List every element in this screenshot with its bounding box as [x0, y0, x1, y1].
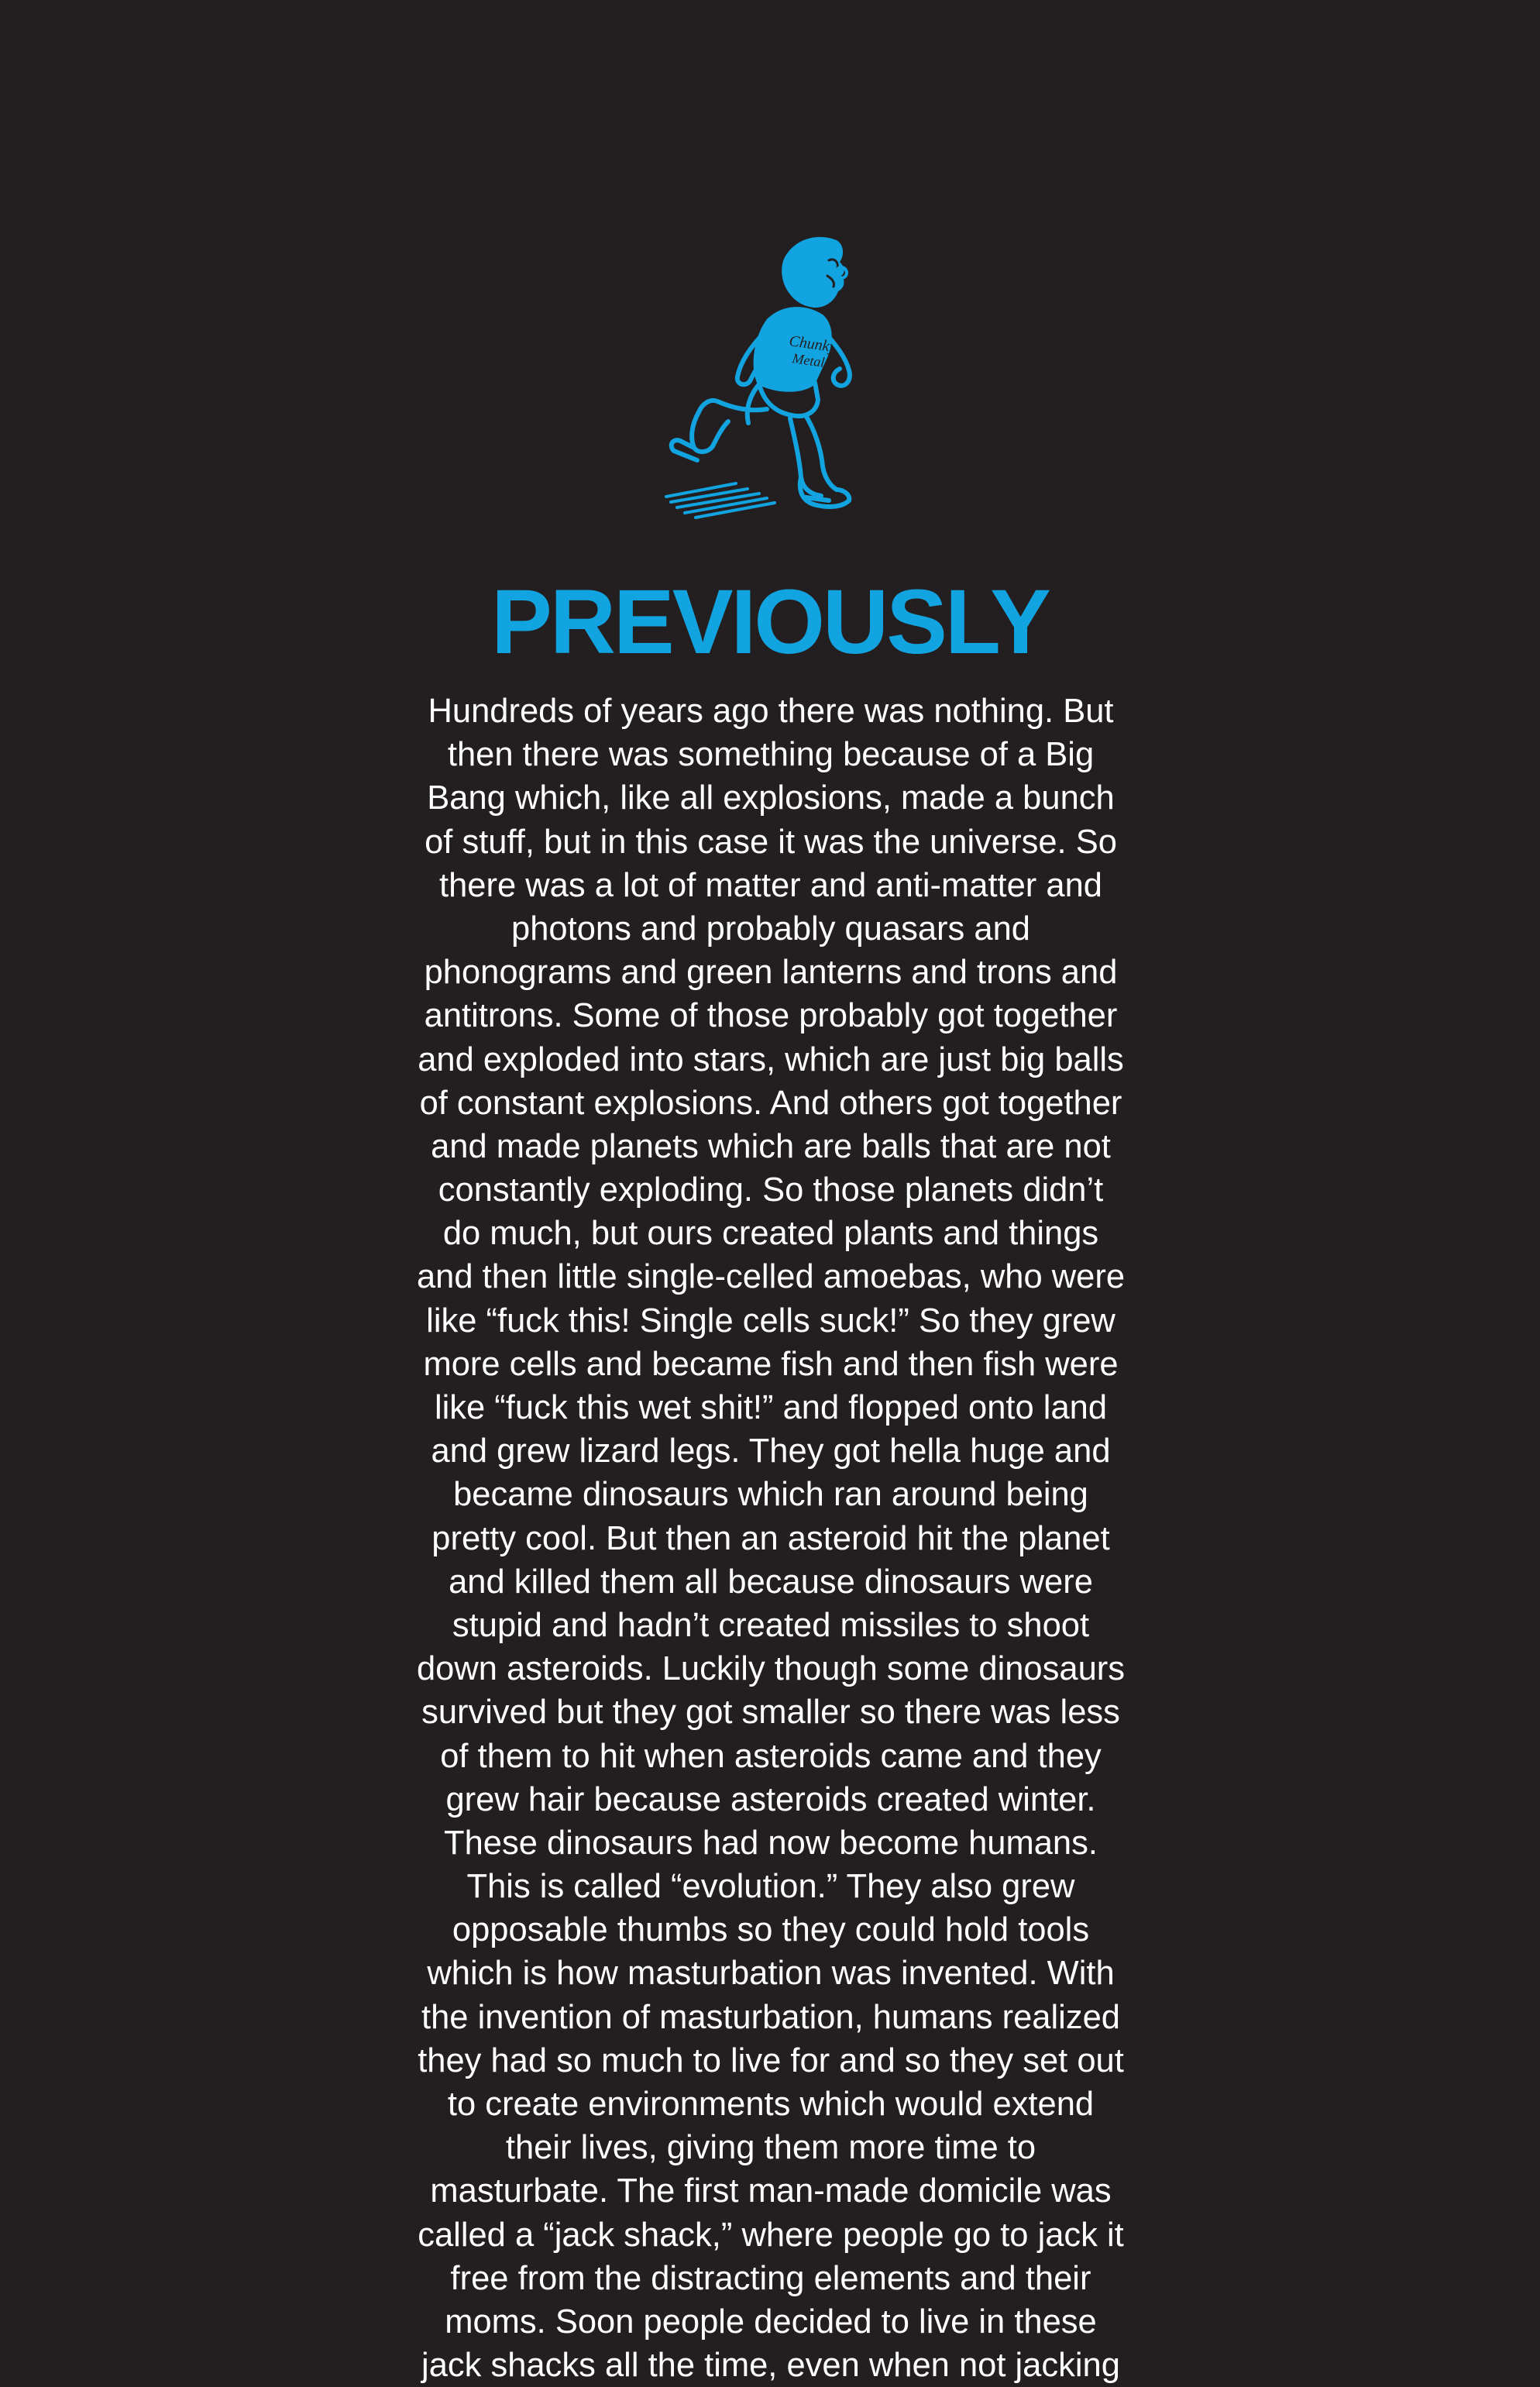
- story-line: and grew lizard legs. They got hella huge and: [431, 1433, 1111, 1470]
- story-line: constantly exploding. So those planets didn’t: [438, 1171, 1104, 1209]
- story-line: down asteroids. Luckily though some dinosaurs: [416, 1650, 1125, 1688]
- story-line: to create environments which would extend: [447, 2086, 1095, 2123]
- story-line: moms. Soon people decided to live in these: [445, 2303, 1097, 2341]
- svg-text:Chunky: Chunky: [788, 332, 837, 356]
- story-line: then there was something because of a Big: [447, 736, 1095, 774]
- story-line: became dinosaurs which ran around being: [453, 1476, 1088, 1514]
- story-line: grew hair because asteroids created winter.: [445, 1780, 1096, 1818]
- story-line: masturbate. The first man-made domicile was: [430, 2172, 1112, 2210]
- page-title: PREVIOUSLY: [491, 571, 1049, 673]
- story-line: phonograms and green lanterns and trons and: [424, 954, 1118, 992]
- story-line: they had so much to live for and so they set out: [418, 2041, 1124, 2079]
- story-line: free from the distracting elements and their: [450, 2259, 1091, 2297]
- story-line: and then little single-celled amoebas, who were: [416, 1258, 1126, 1296]
- story-line: Hundreds of years ago there was nothing. But: [428, 693, 1114, 730]
- story-line: antitrons. Some of those probably got together: [424, 997, 1118, 1035]
- story-line: survived but they got smaller so there was less: [421, 1694, 1120, 1732]
- story-line: and made planets which are balls that are not: [431, 1127, 1111, 1165]
- story-line: and killed them all because dinosaurs were: [449, 1563, 1093, 1601]
- story-line: jack shacks all the time, even when not jacking: [421, 2347, 1120, 2385]
- story-line: like “fuck this! Single cells suck!” So they grew: [426, 1302, 1115, 1340]
- story-line: Bang which, like all explosions, made a bunch: [427, 779, 1115, 817]
- running-boy-illustration: [651, 229, 875, 531]
- story-line: These dinosaurs had now become humans.: [444, 1824, 1098, 1862]
- story-line: pretty cool. But then an asteroid hit the planet: [431, 1519, 1110, 1557]
- story-line: which is how masturbation was invented. With: [427, 1955, 1115, 1993]
- story-text: [380, 690, 1162, 2387]
- story-line: do much, but ours created plants and things: [442, 1215, 1099, 1253]
- story-line: and exploded into stars, which are just big balls: [418, 1040, 1124, 1078]
- story-line: like “fuck this wet shit!” and flopped onto land: [434, 1389, 1108, 1426]
- story-line: more cells and became fish and then fish were: [423, 1345, 1119, 1383]
- svg-text:Metal: Metal: [791, 350, 826, 370]
- story-line: there was a lot of matter and anti-matter and: [439, 866, 1102, 904]
- story-line: opposable thumbs so they could hold tools: [452, 1911, 1090, 1949]
- story-line: their lives, giving them more time to: [505, 2129, 1036, 2167]
- shadow-streaks: [666, 483, 775, 518]
- story-line: stupid and hadn’t created missiles to shoot: [452, 1606, 1090, 1644]
- story-line: the invention of masturbation, humans realized: [421, 1998, 1120, 2036]
- story-line: of them to hit when asteroids came and they: [440, 1737, 1102, 1775]
- story-line: photons and probably quasars and: [511, 910, 1030, 948]
- story-line: This is called “evolution.” They also grew: [466, 1868, 1075, 1906]
- story-line: of constant explosions. And others got together: [419, 1084, 1122, 1122]
- story-line: called a “jack shack,” where people go to jack it: [418, 2216, 1124, 2254]
- story-line: of stuff, but in this case it was the universe. So: [425, 823, 1117, 861]
